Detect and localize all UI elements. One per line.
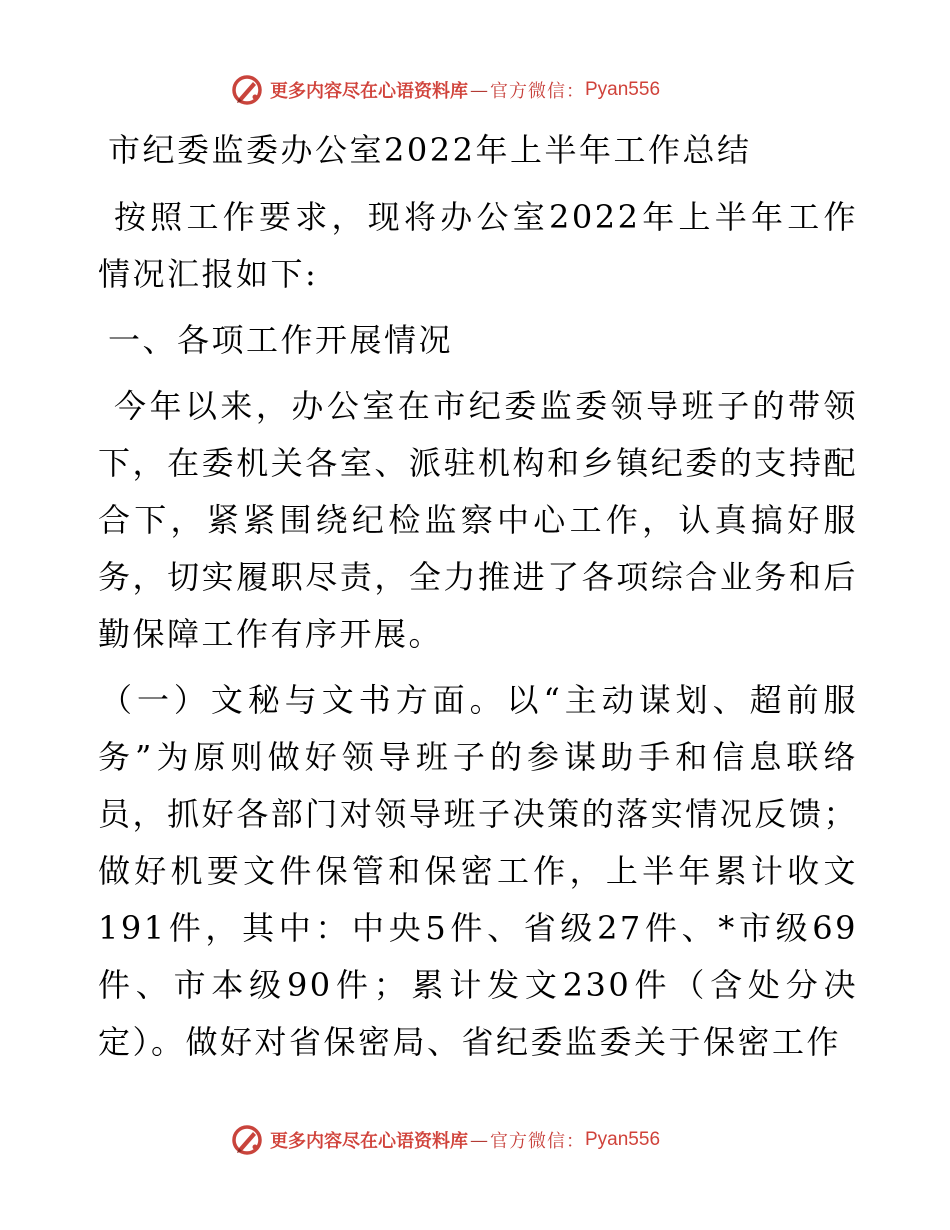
watermark-wechat-id: Pyan556 [585,79,661,100]
section-heading: 一、各项工作开展情况 [108,321,454,359]
document-body [98,122,858,1071]
pen-logo-icon [230,73,264,107]
watermark-sub-text: 官方微信： [490,81,585,102]
watermark-wechat-id: Pyan556 [585,1129,661,1150]
intro-paragraph: 按照工作要求，现将办公室2022年上半年工作情况汇报如下: [98,198,858,293]
watermark-dash: — [470,79,488,101]
body-paragraph: （一）文秘与文书方面。以“主动谋划、超前服务”为原则做好领导班子的参谋助手和信息联络员，抓好各部门对领导班子决策的落实情况反馈；做好机要文件保管和保密工作，上半年累计收文191件，其中：中央5件、省级27件、*市级69件、市本级90件；累计发文230件（含处分决定）。做好对省保密局、省纪委监委关于保密工作 [98,681,858,1061]
watermark-footer [230,1122,660,1158]
watermark-sub-text: 官方微信： [490,1131,585,1152]
document-title: 市纪委监委办公室2022年上半年工作总结 [108,131,752,169]
watermark-main-text: 更多内容尽在心语资料库 [270,81,468,102]
watermark-main-text: 更多内容尽在心语资料库 [270,1131,468,1152]
watermark-dash: — [470,1129,488,1151]
body-paragraph: 今年以来，办公室在市纪委监委领导班子的带领下，在委机关各室、派驻机构和乡镇纪委的支持配合下，紧紧围绕纪检监察中心工作，认真搞好服务，切实履职尽责，全力推进了各项综合业务和后勤保障工作有序开展。 [98,387,858,653]
pen-logo-icon [230,1123,264,1157]
watermark-header [230,72,660,108]
